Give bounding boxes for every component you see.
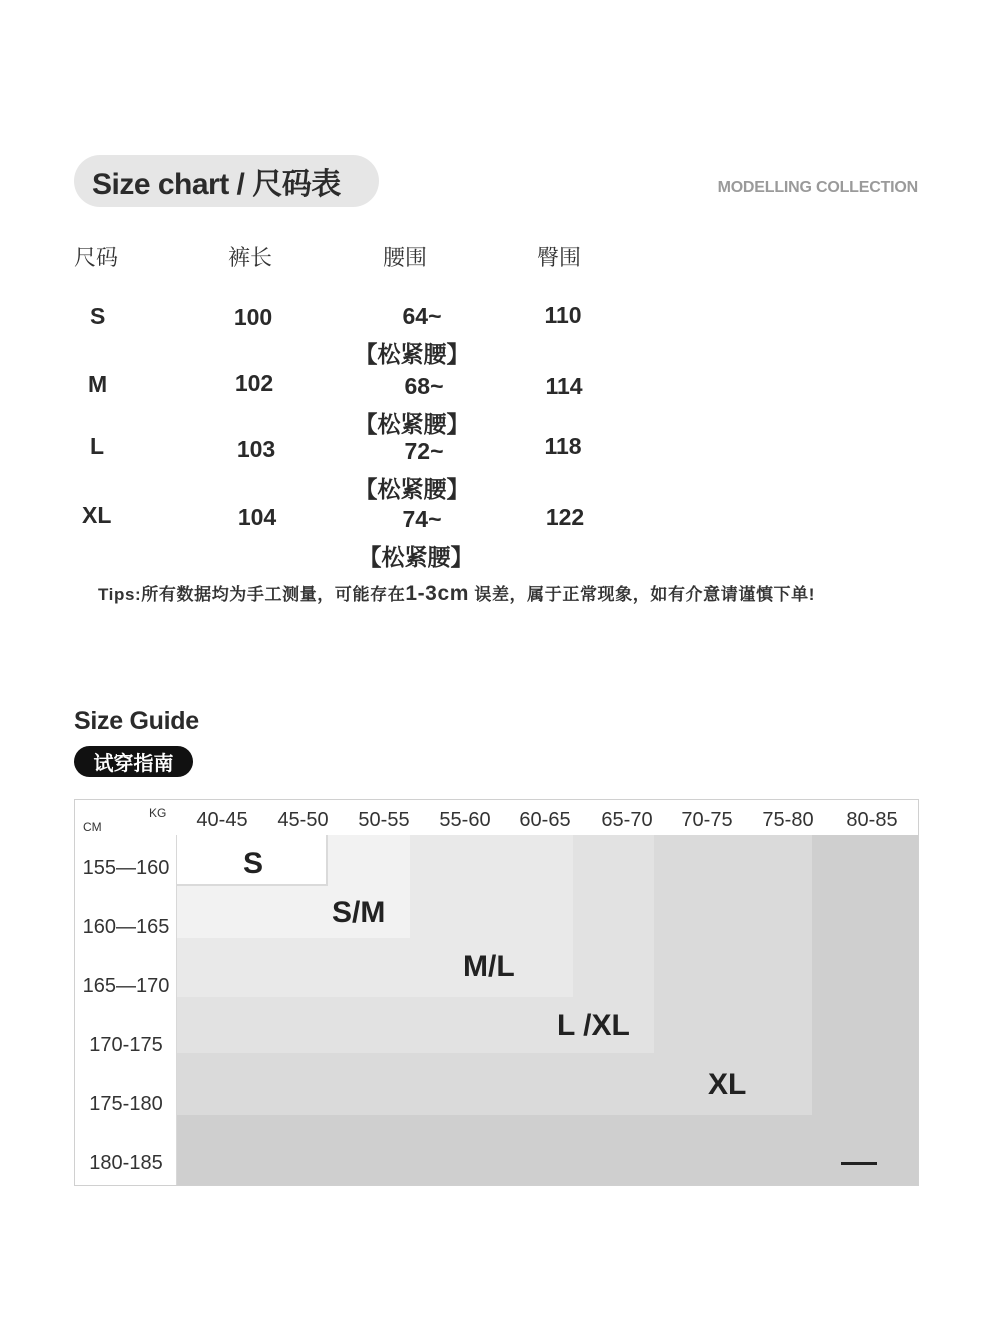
- height-header: 155—160: [82, 857, 170, 879]
- size-cell: L: [90, 433, 105, 459]
- weight-header: 45-50: [277, 809, 329, 831]
- length-cell: 103: [236, 436, 276, 462]
- size-label-ml: M/L: [463, 950, 515, 983]
- size-label-s: S: [243, 847, 264, 880]
- height-column: [75, 835, 177, 1185]
- waist-cell: 64~: [402, 303, 442, 329]
- tips-note: [98, 580, 815, 606]
- size-guide-grid: [74, 799, 919, 1186]
- column-header-size: 尺码: [74, 245, 119, 270]
- weight-header: 60-65: [519, 809, 571, 831]
- hip-cell: 114: [545, 373, 583, 399]
- hip-cell: 122: [545, 504, 585, 530]
- tips-prefix: Tips:所有数据均为手工测量，可能存在: [98, 585, 406, 604]
- hip-cell: 110: [544, 302, 582, 328]
- column-header-hip: 臀围: [537, 245, 582, 270]
- weight-header: 55-60: [439, 809, 491, 831]
- column-header-waist: 腰围: [383, 245, 428, 270]
- height-header: 170-175: [89, 1034, 163, 1056]
- size-cell: S: [90, 303, 106, 329]
- waist-cell: 68~: [404, 373, 444, 399]
- tips-suffix: 误差，属于正常现象，如有介意请谨慎下单!: [469, 585, 815, 604]
- brand-label: MODELLING COLLECTION: [717, 179, 918, 196]
- hip-cell: 118: [544, 433, 582, 459]
- size-label-xl: XL: [708, 1068, 747, 1101]
- length-cell: 100: [233, 304, 273, 330]
- weight-header: 50-55: [358, 809, 410, 831]
- height-header: 165—170: [82, 975, 170, 997]
- height-header: 160—165: [82, 916, 170, 938]
- tips-range: 1-3cm: [405, 582, 470, 605]
- size-label-sm: S/M: [332, 896, 386, 929]
- waist-note-cell: 【松紧腰】: [354, 341, 470, 367]
- height-header: 175-180: [89, 1093, 163, 1115]
- size-cell: XL: [82, 502, 112, 528]
- length-cell: 102: [234, 370, 274, 396]
- waist-note-cell: 【松紧腰】: [354, 411, 470, 437]
- weight-header: 80-85: [846, 809, 898, 831]
- size-chart-title: Size chart / 尺码表: [74, 155, 379, 207]
- corner-kg-label: KG: [149, 806, 167, 820]
- weight-header: 70-75: [681, 809, 733, 831]
- length-cell: 104: [237, 504, 277, 530]
- waist-note-cell: 【松紧腰】: [358, 544, 474, 570]
- waist-note-cell: 【松紧腰】: [354, 476, 470, 502]
- column-header-length: 裤长: [228, 245, 273, 270]
- weight-header: 75-80: [762, 809, 814, 831]
- corner-cm-label: CM: [83, 820, 102, 834]
- weight-header: 40-45: [196, 809, 248, 831]
- weight-header: 65-70: [601, 809, 653, 831]
- height-header: 180-185: [89, 1152, 163, 1174]
- size-label-lxl: L /XL: [557, 1009, 630, 1042]
- waist-cell: 74~: [402, 506, 442, 532]
- waist-cell: 72~: [404, 438, 444, 464]
- size-guide-subtitle: 试穿指南: [74, 746, 193, 777]
- size-guide-title: Size Guide: [74, 707, 199, 735]
- size-label-none: [841, 1162, 877, 1165]
- size-cell: M: [88, 371, 108, 397]
